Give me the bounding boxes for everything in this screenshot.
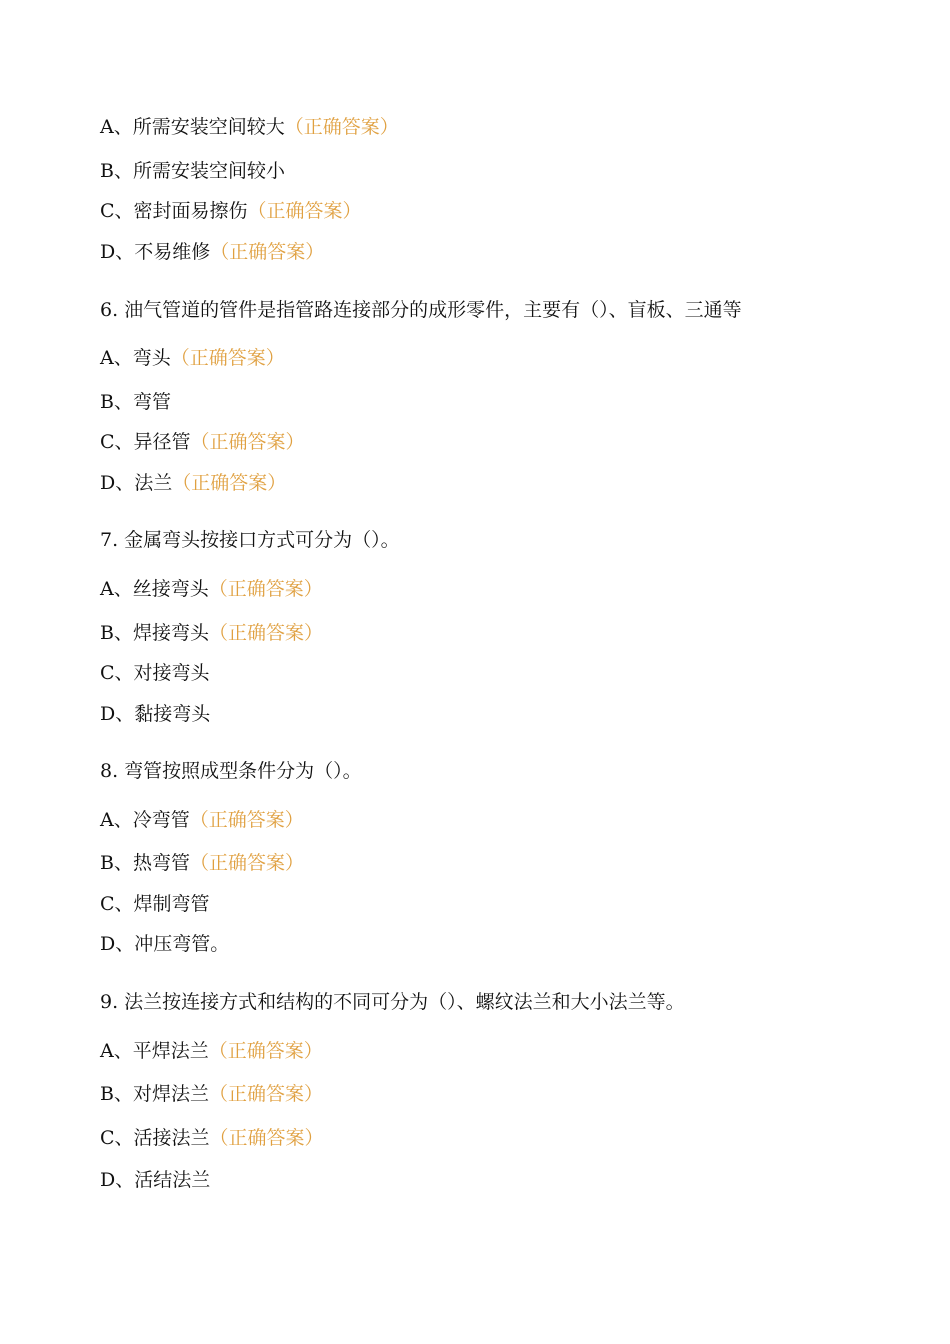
option-text: C、活接法兰 <box>100 1127 210 1149</box>
correct-answer-mark: （正确答案） <box>208 578 323 600</box>
option-d <box>100 701 210 727</box>
option-text: A、弯头 <box>100 347 171 369</box>
option-text: B、弯管 <box>100 391 171 413</box>
option-c <box>100 198 362 224</box>
correct-answer-mark: （正确答案） <box>189 809 304 831</box>
option-text: D、活结法兰 <box>100 1169 211 1191</box>
option-d <box>100 470 286 496</box>
option-a <box>100 807 304 833</box>
option-a <box>100 114 399 140</box>
option-a <box>100 1038 323 1064</box>
option-b <box>100 1081 323 1107</box>
correct-answer-mark: （正确答案） <box>170 347 285 369</box>
option-b <box>100 850 304 876</box>
option-text: A、所需安装空间较大 <box>100 116 285 138</box>
option-a <box>100 576 323 602</box>
option-text: B、焊接弯头 <box>100 622 209 644</box>
option-text: B、热弯管 <box>100 852 190 874</box>
correct-answer-mark: （正确答案） <box>247 200 362 222</box>
correct-answer-mark: （正确答案） <box>190 431 305 453</box>
question-7-stem: 7. 金属弯头按接口方式可分为（）。 <box>100 529 400 551</box>
option-text: C、密封面易擦伤 <box>100 200 248 222</box>
option-text: C、焊制弯管 <box>100 893 210 915</box>
option-text: B、对焊法兰 <box>100 1083 209 1105</box>
option-c <box>100 660 210 686</box>
option-text: D、不易维修 <box>100 241 211 263</box>
correct-answer-mark: （正确答案） <box>210 241 325 263</box>
option-c <box>100 1125 324 1151</box>
correct-answer-mark: （正确答案） <box>209 1127 324 1149</box>
option-b <box>100 620 323 646</box>
correct-answer-mark: （正确答案） <box>172 472 287 494</box>
option-a <box>100 345 285 371</box>
option-text: A、丝接弯头 <box>100 578 209 600</box>
question-6-stem: 6. 油气管道的管件是指管路连接部分的成形零件，主要有（）、盲板、三通等 <box>100 299 742 321</box>
option-text: C、异径管 <box>100 431 191 453</box>
option-c <box>100 891 210 917</box>
correct-answer-mark: （正确答案） <box>208 1040 323 1062</box>
option-text: D、冲压弯管。 <box>100 933 230 955</box>
option-text: C、对接弯头 <box>100 662 210 684</box>
option-text: D、法兰 <box>100 472 173 494</box>
question-9-stem: 9. 法兰按连接方式和结构的不同可分为（）、螺纹法兰和大小法兰等。 <box>100 991 685 1013</box>
option-c <box>100 429 305 455</box>
correct-answer-mark: （正确答案） <box>208 1083 323 1105</box>
question-8-stem: 8. 弯管按照成型条件分为（）。 <box>100 760 362 782</box>
correct-answer-mark: （正确答案） <box>284 116 399 138</box>
option-d <box>100 239 324 265</box>
option-text: B、所需安装空间较小 <box>100 160 285 182</box>
option-text: A、平焊法兰 <box>100 1040 209 1062</box>
correct-answer-mark: （正确答案） <box>208 622 323 644</box>
option-text: D、黏接弯头 <box>100 703 211 725</box>
option-b <box>100 389 171 415</box>
option-d <box>100 931 229 957</box>
option-d <box>100 1167 210 1193</box>
option-text: A、冷弯管 <box>100 809 190 831</box>
correct-answer-mark: （正确答案） <box>189 852 304 874</box>
option-b <box>100 158 285 184</box>
